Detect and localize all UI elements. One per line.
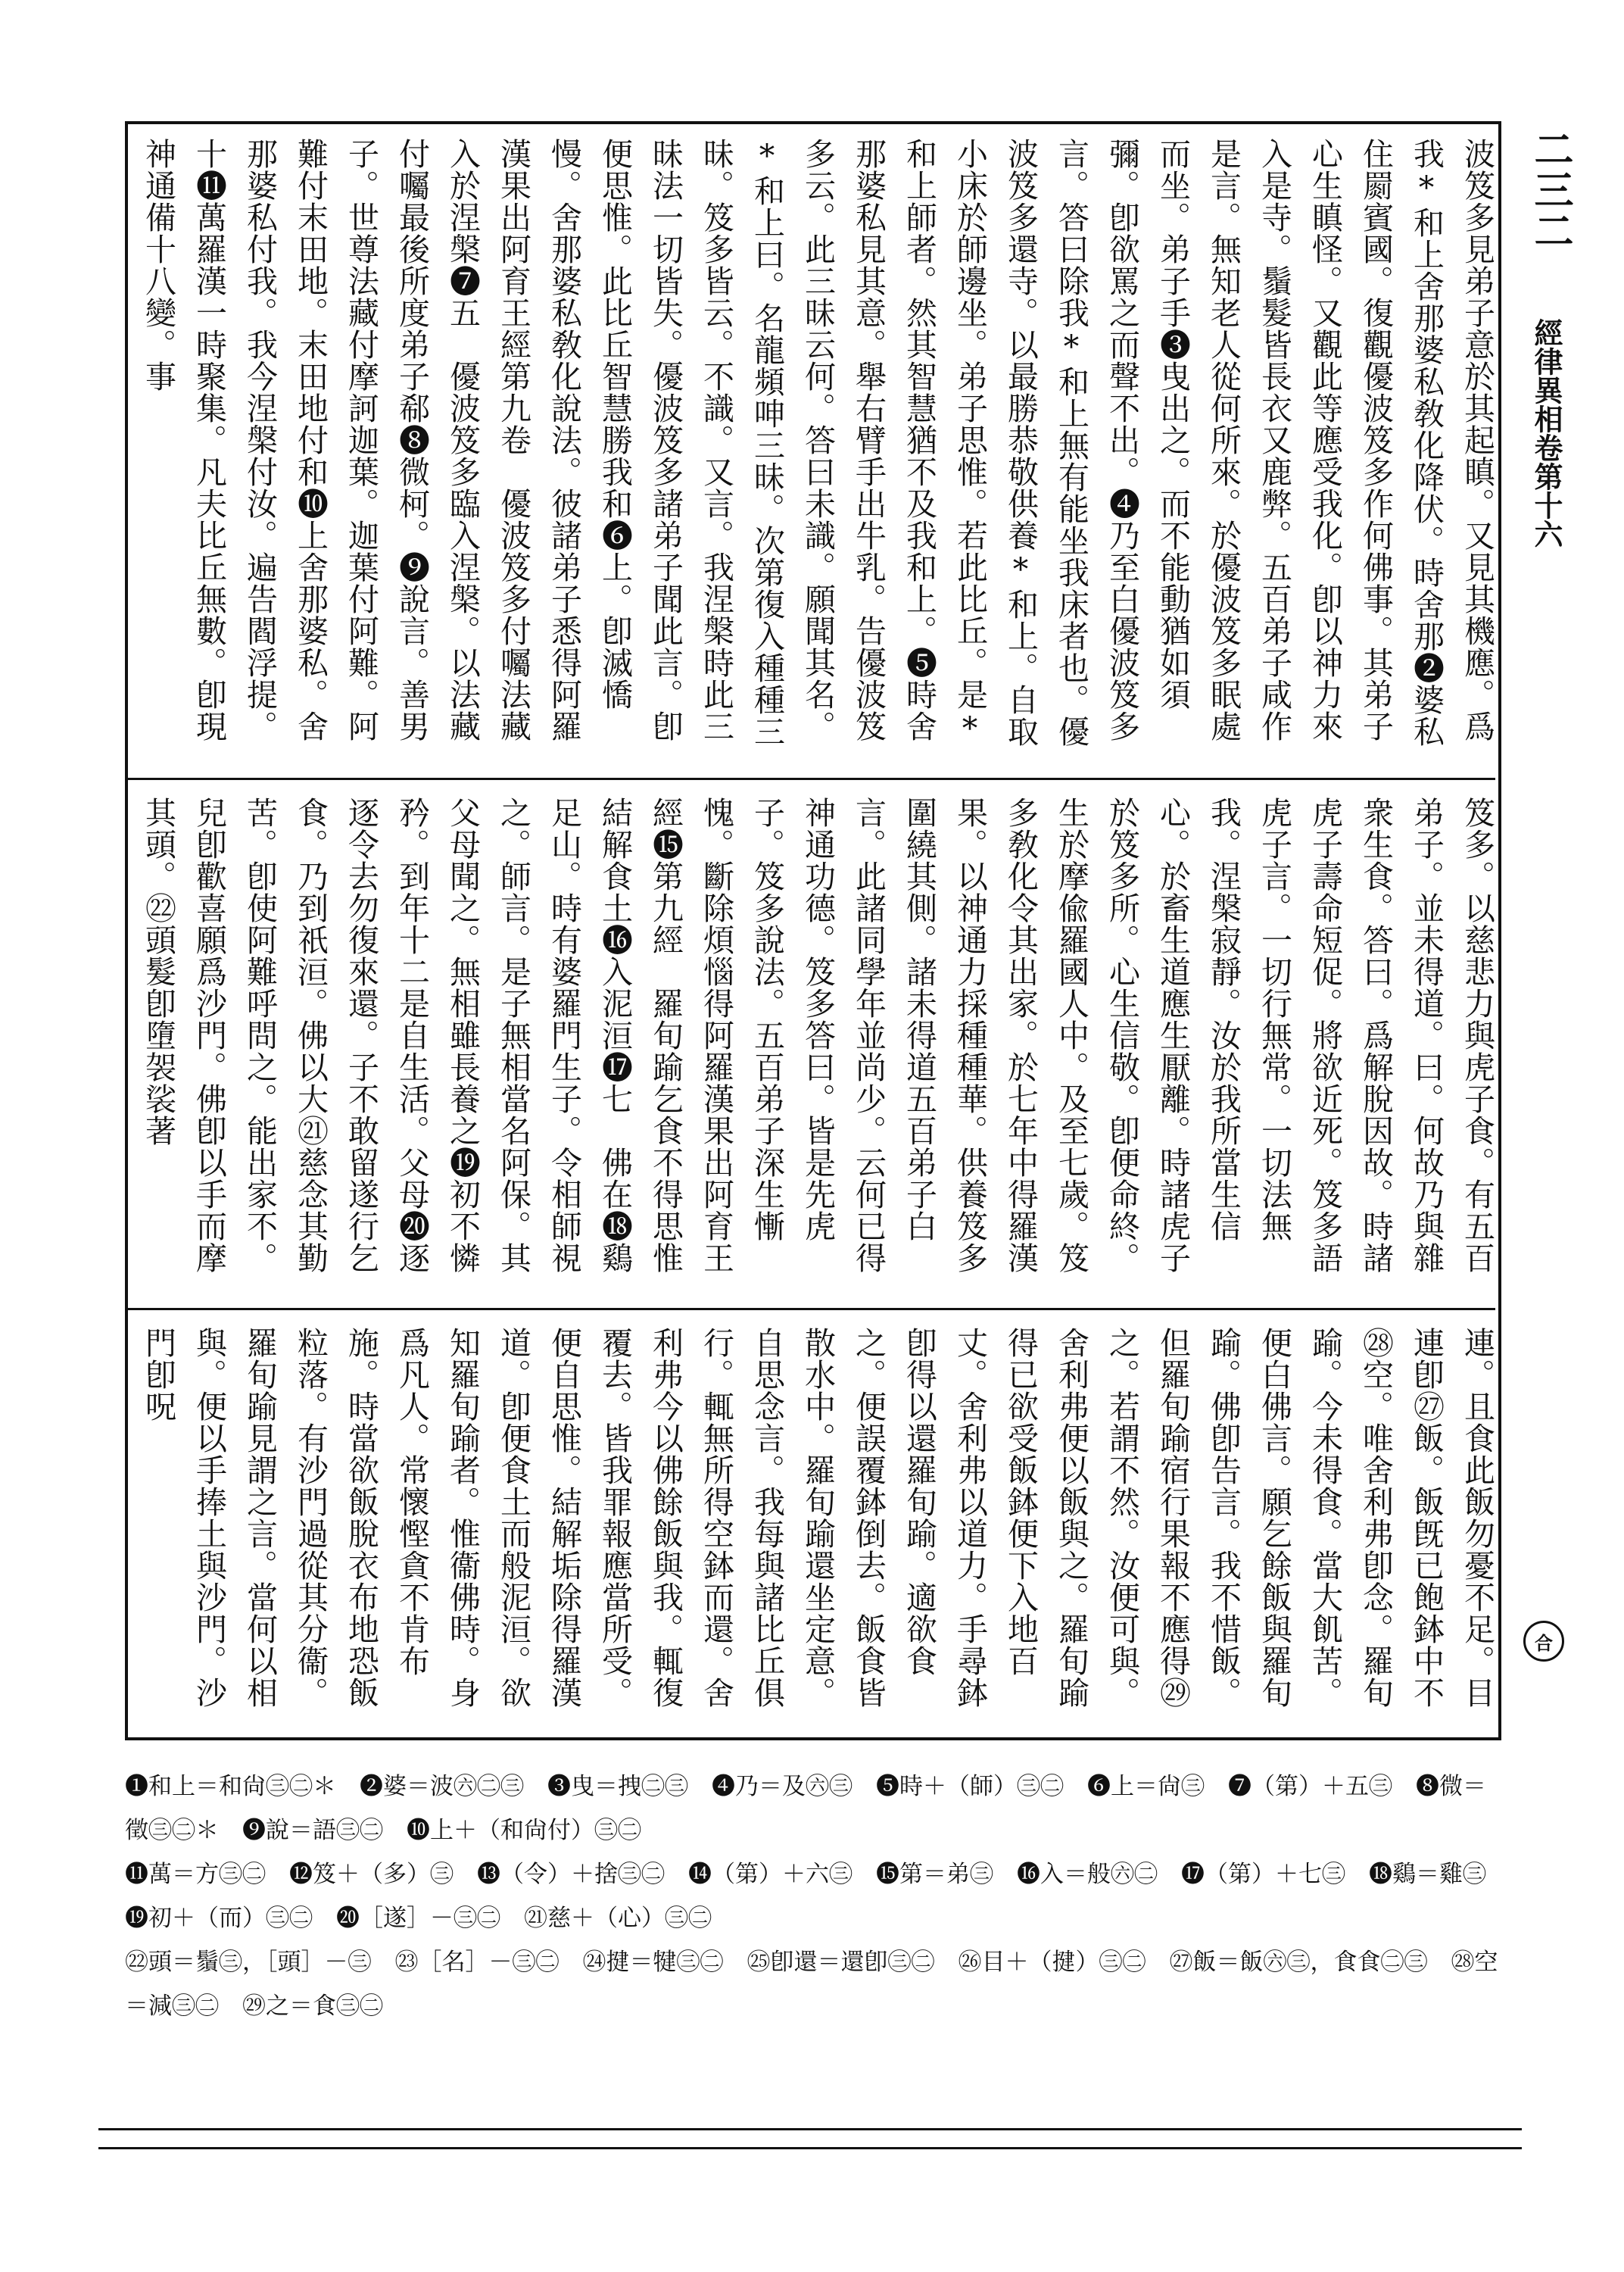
body-text-upper [125,121,1495,778]
body-text-lower [125,1310,1495,1737]
footer-rule [98,2128,1522,2130]
text-block: 連。且食此飯勿憂不足。目連卽㉗飯。飯旣已飽鉢中不㉘空。唯舍利弗卽念。羅旬踰。今未得食。當大飢苦。便白佛言。願乞餘飯與羅旬踰。佛卽告言。我不惜飯。但羅旬踰宿行果報不應得㉙之。若謂不然。汝便可與。舍利弗便以飯與之。羅旬踰得已欲受飯鉢便下入地百丈。舍利弗以道力。手尋鉢卽得以還羅旬踰。適欲食之。便誤覆鉢倒去。飯食皆散水中。羅旬踰還坐定意。自思念言。我每與諸比丘俱行。輒無所得空鉢而還。舍利弗今以佛餘飯與我。輒復覆去。皆我罪報應當所受。便自思惟。結解垢除得羅漢道。卽便食土而般泥洹。欲知羅旬踰者。惟衞佛時。身爲凡人。常懷慳貪不肯布施。時當欲飯脫衣布地恐飯粒落。有沙門過從其分衞。羅旬踰見謂之言。當何以相與。便以手捧土與沙門。沙門卽呪 [140,1327,1495,1709]
leaf-mark: 合 [1523,1621,1564,1662]
footnote-line: ⓫萬＝方㊂㊁ ⓬笈＋（多）㊂ ⓭（令）＋捨㊂㊁ ⓮（第）＋六㊂ ⓯第＝弟㊂ ⓰入＝般㊅㊁ ⓱（第）＋七㊂ ⓲鷄＝雞㊂ ⓳初＋（而）㊂㊁ ⓴［遂］－㊂㊁ ㉑慈＋（心）㊂㊁ [125,1861,1510,1932]
running-title: 經律異相卷第十六 [1529,318,1563,548]
footnote-line: ❶和上＝和尙㊂㊁＊ ❷婆＝波㊅㊁㊂ ❸曳＝拽㊁㊂ ❹乃＝及㊅㊂ ❺時＋（師）㊂㊁ ❻上＝尙㊂ ❼（第）＋五㊂ ❽微＝徵㊂㊁＊ ❾說＝語㊂㊁ ❿上＋（和尙付）㊂㊁ [125,1773,1486,1844]
page-number: 二三二 [1527,129,1573,251]
footer-rule [98,2147,1522,2149]
text-register-upper [125,121,1495,780]
text-register-middle [125,780,1495,1310]
footnotes [125,1765,1510,2028]
text-register-lower [125,1310,1495,1737]
text-block: 波笈多見弟子意於其起瞋。又見其機應。爲我*和上舍那婆私敎化降伏。時舍那❷婆私住罽賓國。復觀優波笈多作何佛事。其弟子心生瞋怪。又觀此等應受我化。卽以神力來入是寺。鬚髮皆長衣又鹿弊。五百弟子咸作是言。無知老人從何所來。於優波笈多眠處而坐。弟子手❸曳出之。而不能動猶如須彌。卽欲罵之而聲不出。❹乃至白優波笈多言。答曰除我*和上無有能坐我床者也。優波笈多還寺。以最勝恭敬供養*和上。自取小床於師邊坐。弟子思惟。若此比丘。是*和上師者。然其智慧猶不及我和上。❺時舍那婆私見其意。舉右臂手出牛乳。告優波笈多云。此三昧云何。答曰未識。願聞其名。*和上曰。名龍頻呻三昧。次第復入種種三昧。笈多皆云。不識。又言。我涅槃時此三昧法一切皆失。優波笈多諸弟子聞此言。卽便思惟。此比丘智慧勝我和❻上。卽滅憍慢。舍那婆私敎化說法。彼諸弟子悉得阿羅漢果出阿育王經第九卷 優波笈多付囑法藏入於涅槃❼五 優波笈多臨入涅槃。以法藏付囑最後所度弟子郗❽微柯。❾說言。善男子。世尊法藏付摩訶迦葉。迦葉付阿難。阿難付末田地。末田地付和❿上舍那婆私。舍那婆私付我。我今涅槃付汝。遍告閻浮提。十⓫萬羅漢一時聚集。凡夫比丘無數。卽現神通備十八變。事 [140,138,1495,747]
footnote-line: ㉒頭＝鬚㊂，［頭］－㊂ ㉓［名］－㊂㊁ ㉔揵＝犍㊂㊁ ㉕卽還＝還卽㊂㊁ ㉖目＋（揵）㊂㊁ ㉗飯＝飯㊅㊂，食食㊁㊂ ㉘空＝減㊂㊁ ㉙之＝食㊂㊁ [125,1949,1498,2020]
body-text-middle [125,780,1495,1308]
text-block: 笈多。以慈悲力與虎子食。有五百弟子。並未得道。曰。何故乃與雜衆生食。答曰。爲解脫因故。時諸虎子壽命短促。將欲近死。笈多語虎子言。一切行無常。一切法無我。涅槃寂靜。汝於我所當生信心。於畜生道應生厭離。時諸虎子於笈多所。心生信敬。卽便命終。生於摩偸羅國人中。及至七歲。笈多敎化令其出家。於七年中得羅漢果。以神通力採種種華。供養笈多圍繞其側。諸未得道五百弟子白言。此諸同學年並尚少。云何已得神通功德。笈多答曰。皆是先虎子。笈多說法。五百弟子深生慚愧。斷除煩惱得阿羅漢果出阿育王經⓯第九經 羅旬踰乞食不得思惟結解食土⓰入泥洹⓱七 佛在⓲鷄足山。時有婆羅門生子。令相師視之。師言。是子無相當名阿保。其父母聞之。無相雖長養之⓳初不憐矜。到年十二是自生活。父母⓴逐逐令去勿復來還。子不敢留遂行乞食。乃到祇洹。佛以大㉑慈念其勤苦。卽使阿難呼問之。能出家不。兒卽歡喜願爲沙門。佛卽以手而摩其頭。㉒頭髮卽墮袈裟著 [140,797,1495,1274]
